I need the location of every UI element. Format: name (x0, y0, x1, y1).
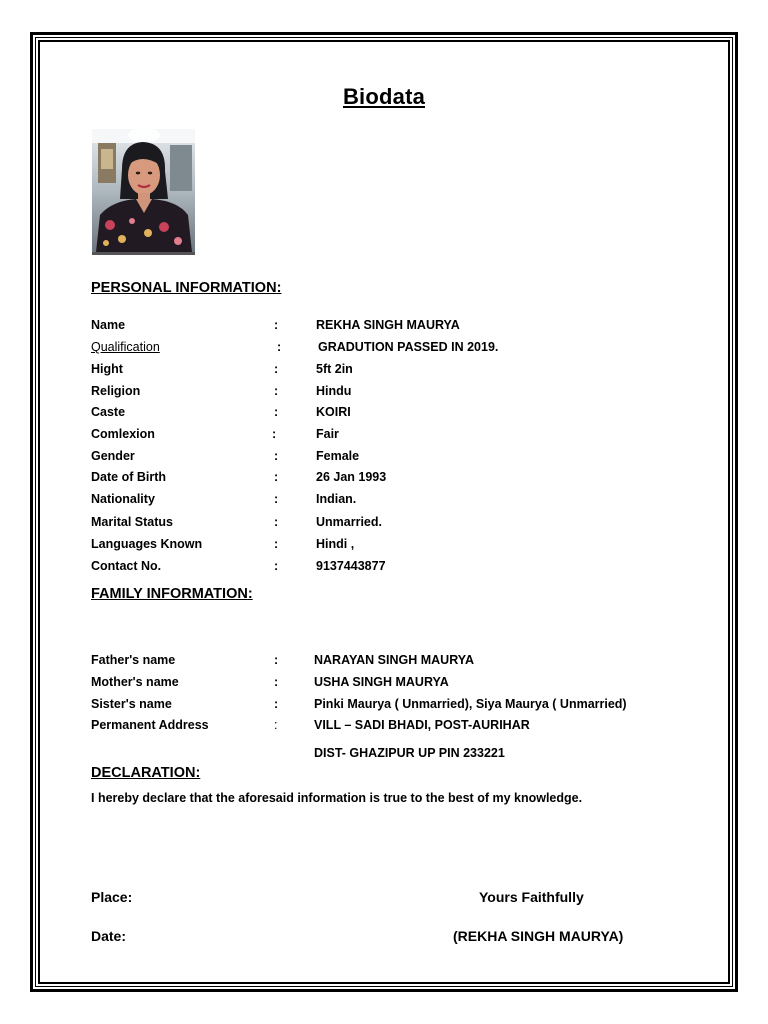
personal-row-height (0, 362, 768, 380)
personal-row-complexion (0, 427, 768, 445)
row-label: Contact No. (91, 559, 162, 573)
personal-row-languages-known (0, 537, 768, 555)
family-row-father (0, 653, 768, 671)
personal-row-marital-status (0, 515, 768, 533)
row-value: Fair (316, 427, 339, 441)
row-label: Gender (91, 449, 135, 463)
row-separator: : (274, 559, 279, 573)
row-label: Hight (91, 362, 123, 376)
personal-information-heading-text: PERSONAL INFORMATION (91, 280, 277, 296)
declaration-heading (91, 765, 200, 781)
row-value: 9137443877 (316, 559, 386, 573)
row-separator: : (272, 427, 277, 441)
row-separator: : (274, 405, 279, 419)
signature-name: (REKHA SINGH MAURYA) (453, 928, 624, 944)
row-label: Mother's name (91, 675, 179, 689)
row-value: Hindu (316, 384, 352, 398)
place-label: Place: (91, 889, 133, 905)
family-information-heading-text: FAMILY INFORMATION (91, 586, 248, 602)
row-separator: : (274, 492, 279, 506)
row-label: Nationality (91, 492, 155, 506)
row-label: Permanent Address (91, 718, 209, 732)
personal-row-name (0, 318, 768, 336)
row-value: Pinki Maurya ( Unmarried), Siya Maurya ( Unmarried) (314, 697, 627, 711)
row-separator: : (274, 515, 279, 529)
row-value: KOIRI (316, 405, 351, 419)
personal-row-nationality (0, 492, 768, 510)
row-label: Sister's name (91, 697, 172, 711)
personal-row-date-of-birth (0, 470, 768, 488)
row-value: Indian. (316, 492, 357, 506)
row-separator: : (274, 449, 279, 463)
profile-photo (92, 129, 195, 255)
document-title: Biodata (342, 84, 426, 109)
row-value: VILL – SADI BHADI, POST-AURIHAR (314, 718, 530, 732)
row-value: Hindi , (316, 537, 355, 551)
heading-colon: : (276, 280, 282, 296)
row-label: Date of Birth (91, 470, 166, 484)
row-label: Name (91, 318, 126, 332)
closing-text: Yours Faithfully (479, 889, 584, 905)
personal-row-qualification (0, 340, 768, 358)
row-label: Marital Status (91, 515, 173, 529)
row-separator: : (274, 362, 279, 376)
row-value: Female (316, 449, 360, 463)
family-row-mother (0, 675, 768, 693)
personal-information-heading (91, 280, 281, 296)
row-label: Qualification (91, 340, 160, 354)
family-row-sister (0, 697, 768, 715)
row-value: 26 Jan 1993 (316, 470, 387, 484)
declaration-heading-text: DECLARATION (91, 765, 196, 781)
row-separator: : (274, 470, 279, 484)
address-line-2-text: DIST- GHAZIPUR UP PIN 233221 (314, 746, 505, 760)
row-label: Comlexion (91, 427, 155, 441)
row-label: Caste (91, 405, 126, 419)
row-label: Religion (91, 384, 141, 398)
declaration-text: I hereby declare that the aforesaid information is true to the best of my knowledge. (91, 791, 583, 805)
row-separator: : (274, 718, 278, 732)
address-line-2 (0, 746, 768, 764)
row-label: Father's name (91, 653, 176, 667)
date-label: Date: (91, 928, 127, 944)
row-value: Unmarried. (316, 515, 382, 529)
personal-row-religion (0, 384, 768, 402)
row-separator: : (274, 697, 279, 711)
row-separator: : (274, 675, 279, 689)
row-separator: : (274, 318, 279, 332)
family-row-permanent-address (0, 718, 768, 736)
row-value: REKHA SINGH MAURYA (316, 318, 460, 332)
row-value: NARAYAN SINGH MAURYA (314, 653, 474, 667)
heading-colon: : (195, 765, 201, 781)
row-value: 5ft 2in (316, 362, 353, 376)
row-separator: : (274, 384, 279, 398)
personal-row-caste (0, 405, 768, 423)
row-label: Languages Known (91, 537, 203, 551)
row-separator: : (274, 537, 279, 551)
heading-colon: : (247, 586, 253, 602)
row-value: GRADUTION PASSED IN 2019. (318, 340, 499, 354)
family-information-heading (91, 586, 253, 602)
personal-row-contact-no (0, 559, 768, 577)
row-value: USHA SINGH MAURYA (314, 675, 449, 689)
row-separator: : (274, 653, 279, 667)
row-separator: : (277, 340, 282, 354)
profile-photo-image (92, 129, 195, 252)
personal-row-gender (0, 449, 768, 467)
